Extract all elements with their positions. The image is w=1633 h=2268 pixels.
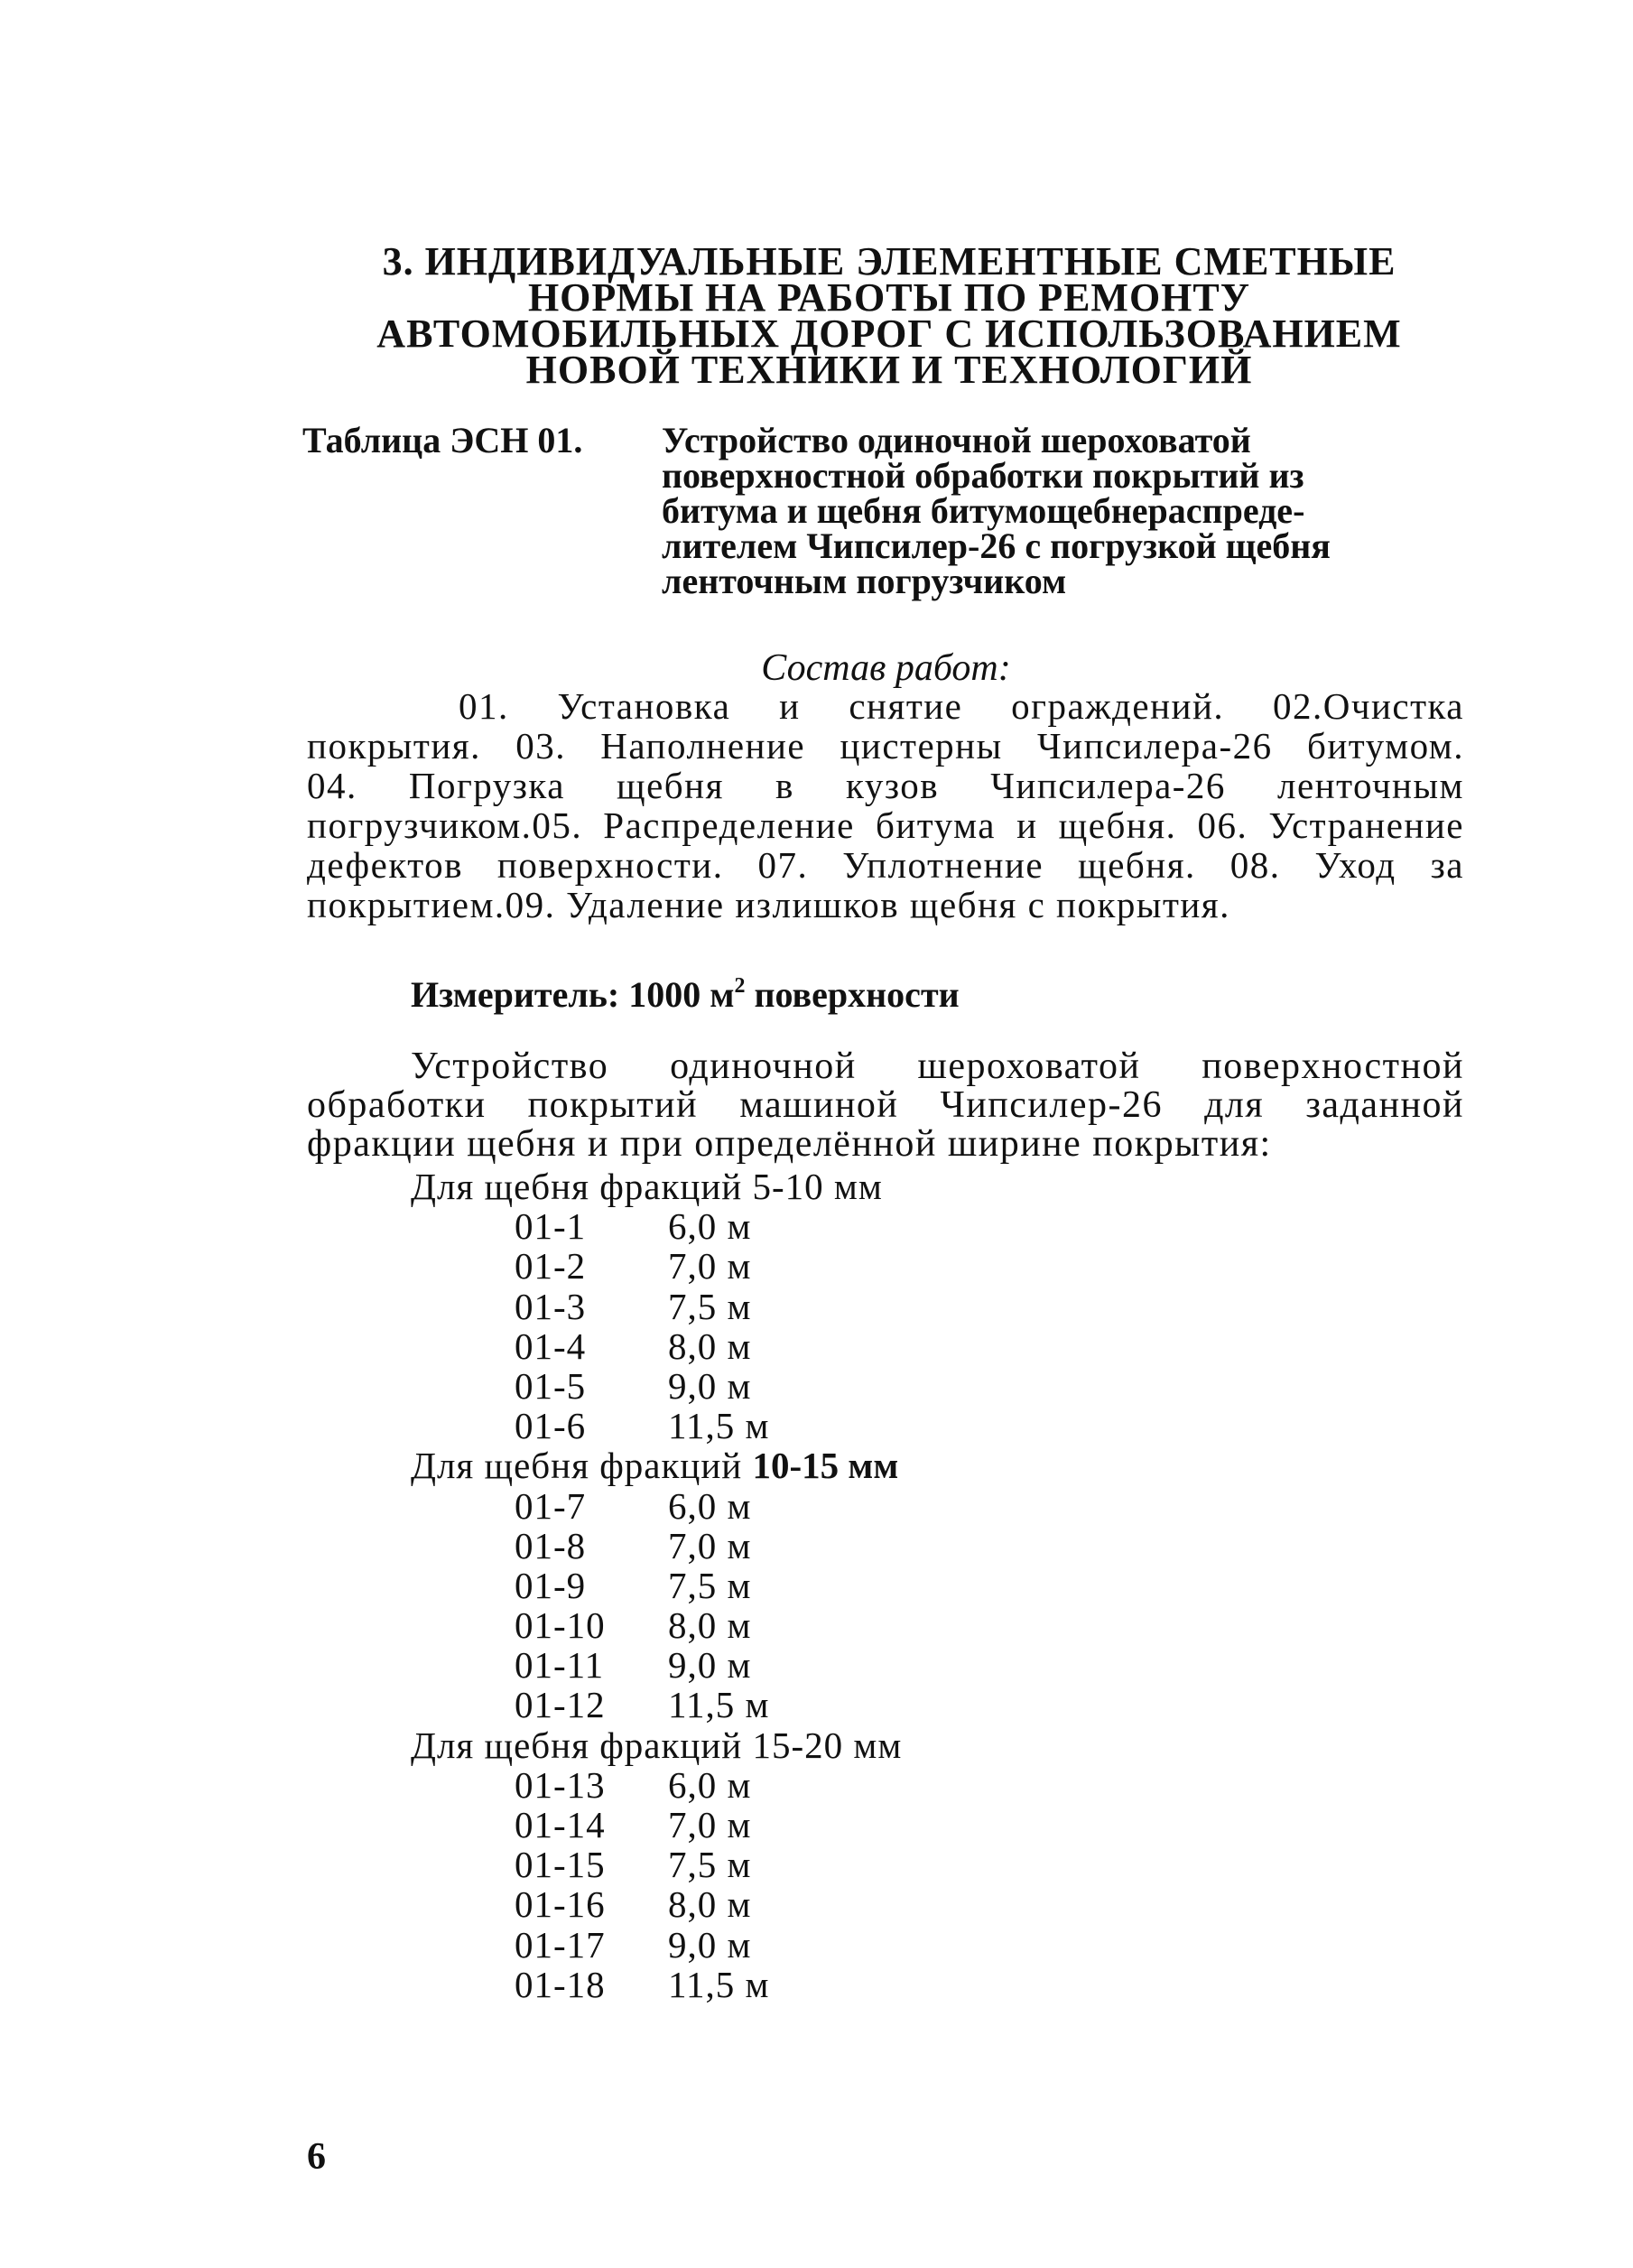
table-caption-text: [662, 420, 1465, 601]
coating-width: 6,0 м: [668, 1763, 752, 1806]
norm-code: 01-14: [515, 1804, 606, 1846]
norm-code: 01-2: [515, 1245, 587, 1287]
section-title-line: АВТОМОБИЛЬНЫХ ДОРОГ С ИСПОЛЬЗОВАНИЕМ: [376, 311, 1402, 356]
norm-row: [411, 1685, 902, 1724]
norm-row: [411, 1326, 902, 1366]
intro-paragraph: [307, 1047, 1464, 1164]
table-caption-line: ленточным погрузчиком: [662, 561, 1067, 601]
fraction-group-label: Для щебня фракций: [411, 1724, 753, 1766]
norm-row: [411, 1406, 902, 1445]
norm-code: 01-5: [515, 1364, 587, 1407]
coating-width: 7,0 м: [668, 1804, 752, 1846]
coating-width: 11,5 м: [668, 1405, 770, 1447]
norm-code: 01-10: [515, 1604, 606, 1647]
measure-suffix: поверхности: [745, 974, 960, 1015]
coating-width: 7,5 м: [668, 1844, 752, 1886]
norm-code: 01-13: [515, 1763, 606, 1806]
norm-code: 01-18: [515, 1963, 606, 2005]
works-line: 01. Установка и снятие ограждений. 02.Очистка: [459, 685, 1464, 727]
fraction-group-label: Для щебня фракций: [411, 1445, 753, 1487]
works-line: 04. Погрузка щебня в кузов Чипсилера-26 ленточным: [307, 765, 1464, 806]
norm-row: [411, 1805, 902, 1845]
norm-row: [411, 1526, 902, 1566]
section-title-line: 3. ИНДИВИДУАЛЬНЫЕ ЭЛЕМЕНТНЫЕ СМЕТНЫЕ: [382, 239, 1396, 284]
works-line: погрузчиком.05. Распределение битума и щебня. 06. Устранение: [307, 804, 1464, 846]
fraction-group-heading: [411, 1167, 902, 1206]
intro-line: фракции щебня и при определённой ширине покрытия:: [307, 1123, 1272, 1165]
coating-width: 11,5 м: [668, 1684, 770, 1726]
page-number: 6: [307, 2136, 326, 2178]
norm-code: 01-8: [515, 1524, 587, 1566]
norm-row: [411, 1965, 902, 2004]
works-line: покрытием.09. Удаление излишков щебня с покрытия.: [307, 884, 1230, 925]
measure-superscript: 2: [734, 974, 746, 998]
table-caption-line: лителем Чипсилер-26 с погрузкой щебня: [662, 525, 1331, 566]
measure-unit: [411, 973, 960, 1017]
table-caption-line: поверхностной обработки покрытий из: [662, 455, 1304, 496]
coating-width: 7,5 м: [668, 1564, 752, 1606]
table-caption-label: Таблица ЭСН 01.: [302, 420, 583, 460]
norm-row: [411, 1645, 902, 1685]
norm-row: [411, 1366, 902, 1406]
norm-code: 01-16: [515, 1883, 606, 1926]
norm-row: [411, 1845, 902, 1884]
coating-width: 7,5 м: [668, 1285, 752, 1327]
intro-line: обработки покрытий машиной Чипсилер-26 для заданной: [307, 1084, 1464, 1126]
norm-code: 01-17: [515, 1923, 606, 1966]
norm-code: 01-4: [515, 1325, 587, 1367]
norm-code: 01-9: [515, 1564, 587, 1606]
coating-width: 6,0 м: [668, 1484, 752, 1527]
fraction-group-label: Для щебня фракций: [411, 1166, 753, 1207]
fraction-range: 5-10 мм: [752, 1166, 883, 1207]
coating-width: 11,5 м: [668, 1963, 770, 2005]
intro-line: Устройство одиночной шероховатой поверхностной: [411, 1046, 1464, 1087]
coating-width: 9,0 м: [668, 1923, 752, 1966]
norm-row: [411, 1206, 902, 1246]
coating-width: 6,0 м: [668, 1205, 752, 1248]
norm-code: 01-12: [515, 1684, 606, 1726]
coating-width: 8,0 м: [668, 1883, 752, 1926]
coating-width: 8,0 м: [668, 1604, 752, 1647]
coating-width: 9,0 м: [668, 1364, 752, 1407]
works-description: [307, 686, 1464, 925]
norm-code: 01-6: [515, 1405, 587, 1447]
section-title-line: НОВОЙ ТЕХНИКИ И ТЕХНОЛОГИЙ: [525, 348, 1253, 392]
works-line: покрытия. 03. Наполнение цистерны Чипсилера-26 битумом.: [307, 725, 1464, 767]
coating-width: 7,0 м: [668, 1524, 752, 1566]
fraction-group-heading: [411, 1725, 902, 1765]
norm-code: 01-3: [515, 1285, 587, 1327]
coating-width: 9,0 м: [668, 1644, 752, 1687]
table-caption-line: битума и щебня битумощебнераспреде-: [662, 490, 1305, 531]
norm-code: 01-15: [515, 1844, 606, 1886]
coating-width: 8,0 м: [668, 1325, 752, 1367]
norm-code: 01-7: [515, 1484, 587, 1527]
norm-row: [411, 1925, 902, 1965]
works-heading-text: Состав работ:: [761, 647, 1011, 689]
norm-row: [411, 1605, 902, 1645]
norm-row: [411, 1246, 902, 1286]
section-title: [334, 239, 1444, 392]
fraction-group-heading: [411, 1445, 902, 1485]
norm-row: [411, 1765, 902, 1805]
norm-row: [411, 1566, 902, 1605]
table-caption-line: Устройство одиночной шероховатой: [662, 420, 1251, 460]
norm-row: [411, 1486, 902, 1526]
measure-prefix: Измеритель: 1000 м: [411, 974, 735, 1015]
fraction-groups: [411, 1167, 902, 2004]
norm-code: 01-1: [515, 1205, 587, 1248]
norm-row: [411, 1884, 902, 1924]
coating-width: 7,0 м: [668, 1245, 752, 1287]
norm-code: 01-11: [515, 1644, 605, 1687]
works-line: дефектов поверхности. 07. Уплотнение щебня. 08. Уход за: [307, 844, 1464, 886]
norm-row: [411, 1287, 902, 1326]
fraction-range: 15-20 мм: [752, 1724, 903, 1766]
fraction-range: 10-15 мм: [752, 1445, 899, 1487]
section-title-line: НОРМЫ НА РАБОТЫ ПО РЕМОНТУ: [527, 275, 1251, 320]
works-heading: [0, 646, 1633, 690]
